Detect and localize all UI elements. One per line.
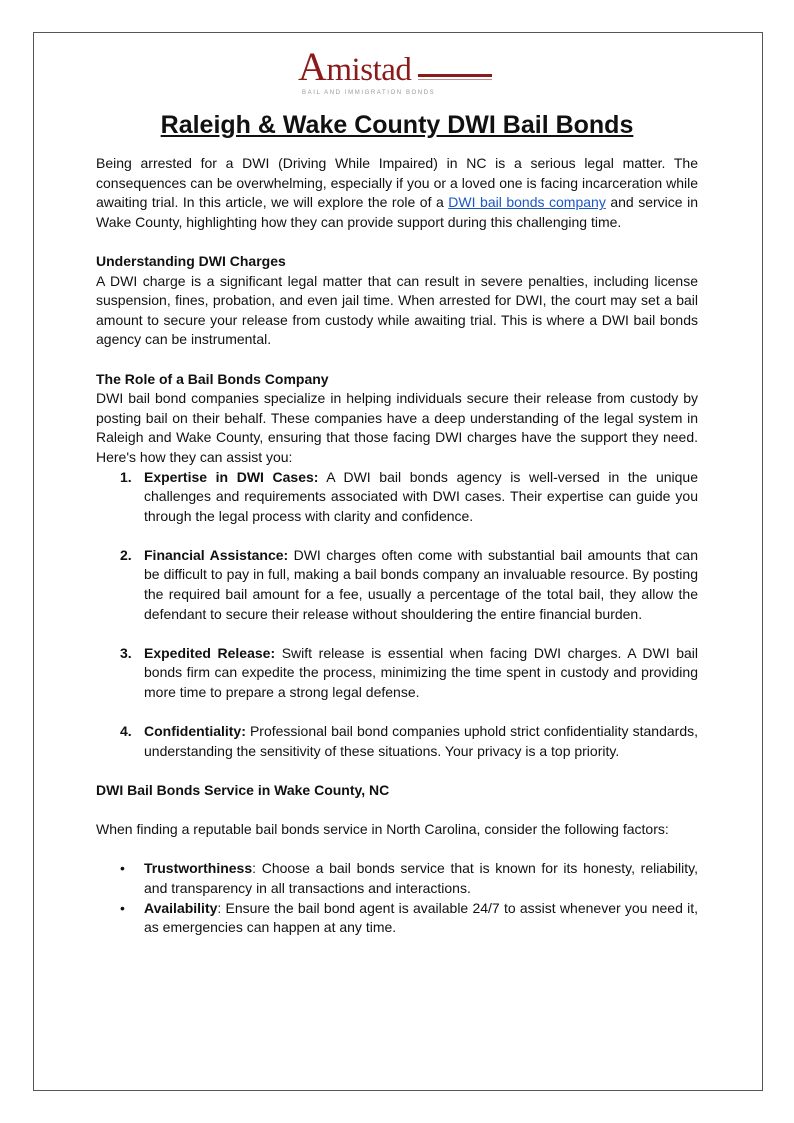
page-title: Raleigh & Wake County DWI Bail Bonds (160, 111, 634, 139)
bullet-text: : Choose a bail bonds service that is known for its honesty, reliability, and transparency in all transactions and interactions. (144, 860, 698, 896)
bullet-item (96, 899, 698, 938)
item-text: Swift release is essential when facing DWI charges. A DWI bail bonds firm can expedite the process, minimizing the time spent in custody and providing more time to prepare a strong legal defense. (144, 644, 698, 701)
list-spacer (96, 703, 698, 723)
bullet-list (96, 859, 698, 937)
list-item (96, 644, 698, 703)
item-number: 1. (120, 468, 132, 485)
item-title: Financial Assistance: (144, 546, 289, 563)
logo-rule-thin (418, 79, 492, 80)
bullet-icon: • (120, 899, 125, 916)
section-paragraph: A DWI charge is a significant legal matter that can result in severe penalties, including license suspension, fines, probation, and even jail time. When arrested for DWI, the court may set a bail amount to secure your release from custody while awaiting trial. This is where a DWI bail bonds agency can be instrumental. (96, 272, 698, 348)
item-text: A DWI bail bonds agency is well-versed in the unique challenges and requirements associated with DWI cases. Their expertise can guide you through the legal process with clarity and confidence. (144, 468, 698, 524)
bullet-title: Trustworthiness (144, 860, 253, 877)
list-spacer (96, 624, 698, 644)
intro-text-end: and service in Wake County, highlighting how they can provide support during this challenging time. (96, 194, 698, 230)
list-item (96, 722, 698, 761)
item-title: Expedited Release: (144, 644, 276, 661)
item-number: 3. (120, 644, 132, 661)
list-item (96, 468, 698, 527)
intro-text: Being arrested for a DWI (Driving While Impaired) in NC is a serious legal matter. The consequences can be overwhelming, especially if you or a loved one is facing incarceration while awaiting trial. In this article, we will explore the role of a (96, 155, 698, 211)
logo-rule (418, 74, 492, 77)
section-paragraph: When finding a reputable bail bonds service in North Carolina, consider the following factors: (96, 821, 669, 838)
logo-tagline: BAIL AND IMMIGRATION BONDS (302, 90, 436, 96)
item-text: DWI charges often come with substantial bail amounts that can be difficult to pay in full, making a bail bonds company an invaluable resource. By posting the required bail amount for a fee, usually a percentage of the total bail, they allow the defendant to secure their release without shouldering the entire financial burden. (144, 546, 699, 622)
item-title: Confidentiality: (144, 723, 246, 740)
item-title: Expertise in DWI Cases: (144, 468, 319, 485)
section-heading: The Role of a Bail Bonds Company (96, 370, 329, 387)
bullet-title: Availability (144, 899, 218, 916)
bullet-icon: • (120, 860, 125, 877)
dwi-bail-bonds-company-link[interactable]: DWI bail bonds company (448, 194, 606, 211)
intro-paragraph (96, 154, 698, 232)
item-number: 2. (120, 546, 132, 563)
bullet-text: : Ensure the bail bond agent is available 24/7 to assist whenever you need it, as emergencies can happen at any time. (144, 899, 698, 936)
item-text: Professional bail bond companies uphold strict confidentiality standards, understanding the sensitivity of these situations. Your privacy is a top priority. (144, 723, 698, 759)
bullet-item (96, 859, 698, 898)
list-item (96, 546, 698, 624)
section-paragraph: DWI bail bond companies specialize in helping individuals secure their release from custody by posting bail on their behalf. These companies have a deep understanding of the legal system in Raleigh and Wake County, ensuring that those facing DWI charges have the support they need. Here's how they can assist you: (96, 390, 698, 465)
logo-wordmark: Amistad (298, 44, 412, 89)
list-spacer (96, 526, 698, 546)
item-number: 4. (120, 723, 132, 740)
section-heading: DWI Bail Bonds Service in Wake County, NC (96, 782, 390, 798)
numbered-list (96, 468, 698, 762)
document-body (96, 108, 698, 938)
section-heading: Understanding DWI Charges (96, 252, 286, 269)
amistad-logo (298, 44, 498, 98)
